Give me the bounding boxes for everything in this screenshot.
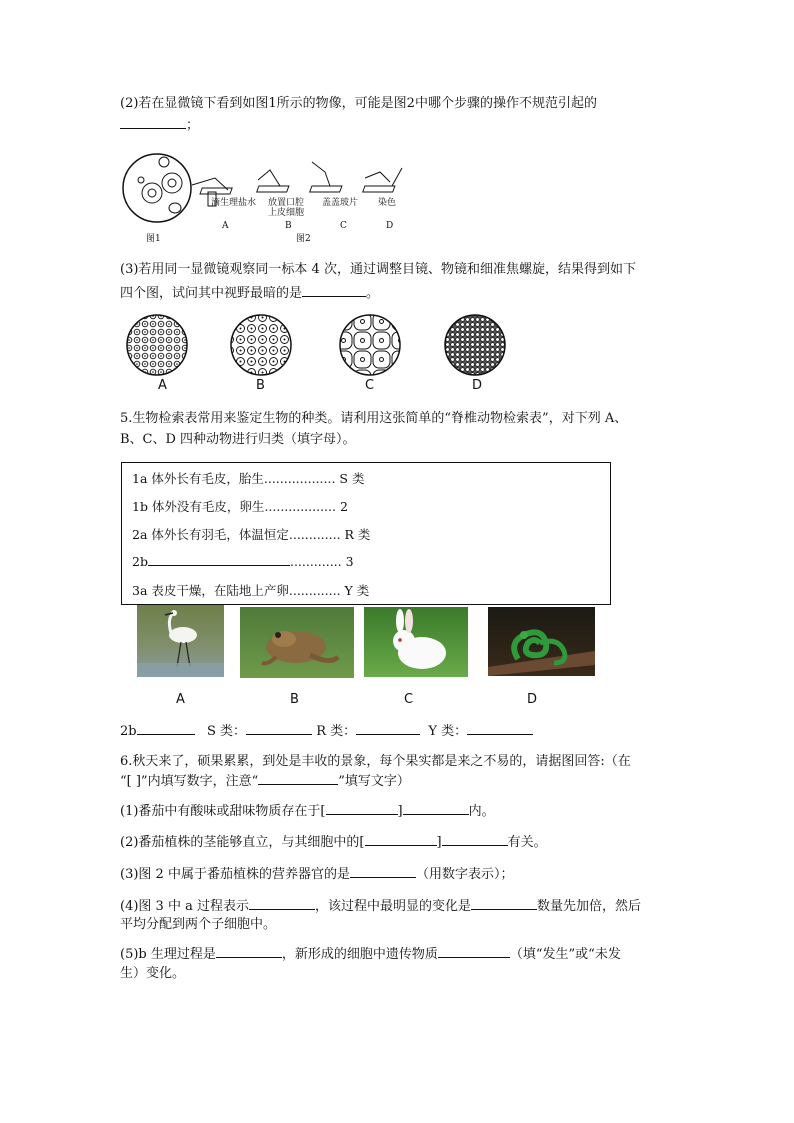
step-d-letter: D bbox=[386, 221, 394, 231]
animal-b-label: B bbox=[290, 692, 299, 707]
key-row-2a: 2a 体外长有羽毛，体温恒定............. R 类 bbox=[132, 527, 371, 542]
q6-part4-cont: 平均分配到两个子细胞中。 bbox=[120, 917, 277, 932]
key-row-1a: 1a 体外长有毛皮，胎生.................. S 类 bbox=[132, 471, 365, 486]
step-c-letter: C bbox=[340, 221, 347, 231]
egret-photo bbox=[137, 605, 224, 677]
view-c-label: C bbox=[365, 378, 375, 393]
egret-image bbox=[137, 605, 224, 677]
p1-name-blank[interactable] bbox=[403, 802, 469, 815]
key-2b-blank[interactable] bbox=[148, 553, 290, 566]
q6-example-blank bbox=[258, 772, 338, 785]
p2-number-blank[interactable] bbox=[365, 833, 437, 846]
p5-process-blank[interactable] bbox=[216, 945, 282, 958]
answer-s-blank[interactable] bbox=[246, 722, 312, 735]
q6-part5-cont: 生）变化。 bbox=[120, 966, 186, 981]
answer-y-blank[interactable] bbox=[467, 722, 533, 735]
q6-part2: (2)番茄植株的茎能够直立，与其细胞中的[ ] 有关。 bbox=[120, 835, 547, 850]
q2-answer-line: ； bbox=[120, 116, 199, 135]
animal-c-label: C bbox=[404, 692, 414, 707]
p2-name-blank[interactable] bbox=[442, 833, 508, 846]
view-a bbox=[127, 315, 187, 375]
q6-text1: 6.秋天来了，硕果累累，到处是丰收的景象，每个果实都是来之不易的，请据图回答:（在 bbox=[120, 754, 631, 769]
q2-text: (2)若在显微镜下看到如图1所示的物像，可能是图2中哪个步骤的操作不规范引起的 bbox=[120, 96, 597, 111]
fig1-label: 图1 bbox=[146, 234, 161, 244]
key-row-1b: 1b 体外没有毛皮，卵生.................. 2 bbox=[132, 499, 348, 514]
answer-r-blank[interactable] bbox=[356, 722, 420, 735]
frog-photo bbox=[240, 607, 354, 678]
step-b-caption2: 上皮细胞 bbox=[268, 208, 305, 218]
p1-number-blank[interactable] bbox=[326, 802, 398, 815]
animal-a-label: A bbox=[176, 692, 185, 707]
fig2-label: 图2 bbox=[296, 234, 311, 244]
key-table bbox=[121, 462, 611, 605]
step-a-caption: 滴生理盐水 bbox=[211, 198, 257, 208]
step-d-caption: 染色 bbox=[378, 198, 397, 208]
animal-d-label: D bbox=[527, 692, 538, 707]
frog-image bbox=[240, 607, 354, 678]
q5-answers: 2b S 类： R 类： Y 类： bbox=[120, 722, 533, 741]
q2-blank[interactable] bbox=[120, 116, 186, 129]
q3-text1: (3)若用同一显微镜观察同一标本 4 次，通过调整目镜、物镜和细准焦螺旋，结果得到如下 bbox=[120, 262, 636, 277]
q6-part1: (1)番茄中有酸味或甜味物质存在于[ ] 内。 bbox=[120, 804, 495, 819]
q5-text2: B、C、D 四种动物进行归类（填字母）。 bbox=[120, 432, 356, 447]
q3-blank[interactable] bbox=[302, 284, 366, 297]
q6-part3: (3)图 2 中属于番茄植株的营养器官的是 （用数字表示）； bbox=[120, 867, 514, 882]
q6-part4: (4)图 3 中 a 过程表示 ，该过程中最明显的变化是 数量先加倍，然后 bbox=[120, 899, 641, 914]
q5-text1: 5.生物检索表常用来鉴定生物的种类。请利用这张简单的“脊椎动物检索表”，对下列 A、 bbox=[120, 411, 628, 426]
step-b-letter: B bbox=[285, 221, 292, 231]
q6-text2: “[ ]”内填写数字，注意“ ”填写文字） bbox=[120, 774, 410, 789]
snake-photo bbox=[488, 607, 595, 676]
q6-part5: (5)b 生理过程是 ，新形成的细胞中遗传物质 （填“发生”或“未发 bbox=[120, 947, 621, 962]
view-b bbox=[231, 315, 291, 375]
step-c-caption: 盖盖玻片 bbox=[322, 198, 359, 208]
fig1-cell-view bbox=[123, 154, 191, 222]
snake-image bbox=[488, 607, 595, 676]
key-row-2b: 2b ............. 3 bbox=[132, 554, 354, 569]
answer-2b-blank[interactable] bbox=[137, 722, 195, 735]
step-a-letter: A bbox=[222, 221, 229, 231]
view-d bbox=[445, 315, 505, 375]
p3-blank[interactable] bbox=[350, 865, 416, 878]
q3-text2: 四个图，试问其中视野最暗的是 。 bbox=[120, 286, 380, 301]
p4-change-blank[interactable] bbox=[471, 897, 537, 910]
view-a-label: A bbox=[158, 378, 167, 393]
key-row-3a: 3a 表皮干燥，在陆地上产卵............. Y 类 bbox=[132, 583, 370, 598]
view-c bbox=[340, 315, 400, 375]
p4-process-blank[interactable] bbox=[249, 897, 315, 910]
p5-material-blank[interactable] bbox=[438, 945, 510, 958]
step-b-caption: 放置口腔 bbox=[268, 198, 305, 208]
view-d-label: D bbox=[472, 378, 483, 393]
view-b-label: B bbox=[256, 378, 265, 393]
rabbit-image bbox=[364, 607, 468, 677]
rabbit-photo bbox=[364, 607, 468, 677]
microscope-views bbox=[125, 312, 515, 382]
